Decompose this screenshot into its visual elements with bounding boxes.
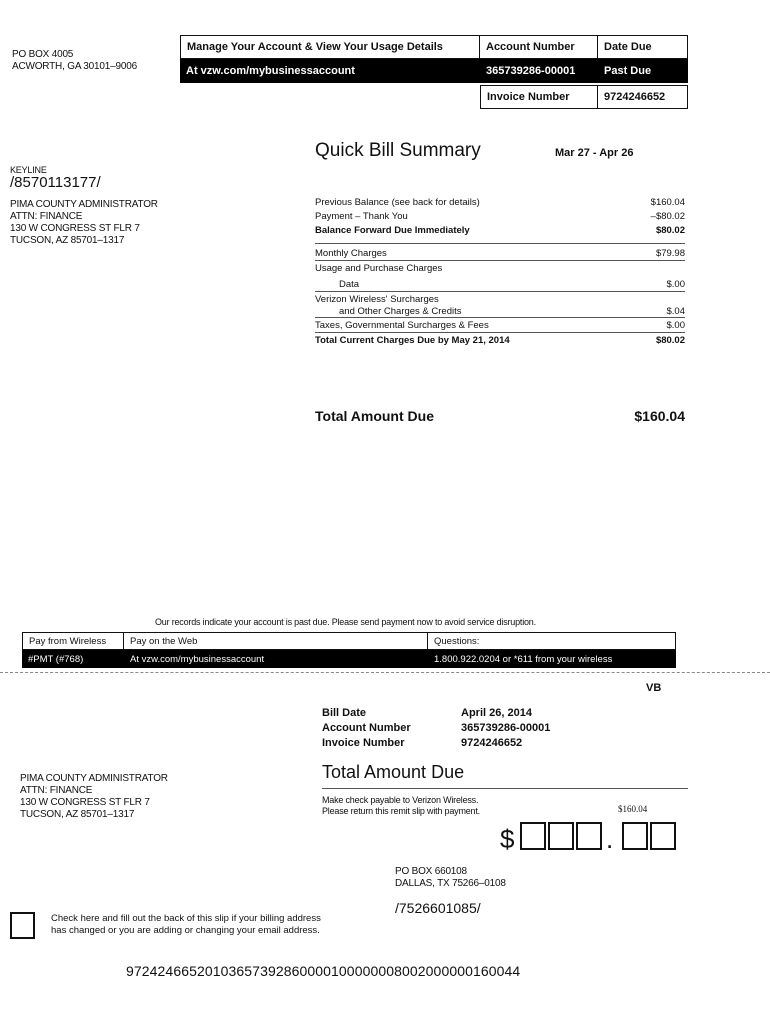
decimal-point: . <box>606 824 614 854</box>
checkbox-text-line2: has changed or you are adding or changing your email address. <box>51 925 320 936</box>
invoice-number-label: Invoice Number <box>480 85 598 109</box>
return-address <box>12 49 137 73</box>
recipient-address <box>10 199 158 247</box>
instruction-line2: Please return this remit slip with payment. <box>322 806 480 816</box>
divider <box>322 788 688 789</box>
scanline: 97242466520103657392860000100000008002000000160044 <box>126 963 521 979</box>
manage-url[interactable]: At vzw.com/mybusinessaccount <box>180 59 480 83</box>
recipient-line3: 130 W CONGRESS ST FLR 7 <box>10 223 140 234</box>
questions-label: Questions: <box>428 632 676 650</box>
account-number: 365739286-00001 <box>480 59 598 83</box>
slip-code: VB <box>646 682 662 694</box>
recipient-line4: TUCSON, AZ 85701–1317 <box>10 235 125 246</box>
slip-amount: $160.04 <box>618 804 648 814</box>
amount-digit-box[interactable] <box>548 822 574 850</box>
recipient-line2: ATTN: FINANCE <box>10 211 83 222</box>
summary-title: Quick Bill Summary <box>315 140 481 161</box>
amount-digit-box[interactable] <box>576 822 602 850</box>
amount-cents-box[interactable] <box>650 822 676 850</box>
pay-web-value[interactable]: At vzw.com/mybusinessaccount <box>124 650 428 668</box>
pay-web-label: Pay on the Web <box>124 632 428 650</box>
remit-keyline: /7526601085/ <box>395 900 481 916</box>
account-header <box>180 35 688 109</box>
pay-wireless-value: #PMT (#768) <box>22 650 124 668</box>
invoice-number: 9724246652 <box>598 85 688 109</box>
return-address-line2: ACWORTH, GA 30101–9006 <box>12 61 137 72</box>
slip-invoice-number-label: Invoice Number <box>322 737 405 749</box>
recipient-line4: TUCSON, AZ 85701–1317 <box>20 809 135 820</box>
slip-account-number: 365739286-00001 <box>461 722 551 734</box>
slip-account-number-label: Account Number <box>322 722 411 734</box>
recipient-line2: ATTN: FINANCE <box>20 785 93 796</box>
slip-values <box>461 706 550 751</box>
summary-row: Balance Forward Due Immediately $80.02 <box>315 224 685 236</box>
summary-period: Mar 27 - Apr 26 <box>555 147 634 159</box>
summary-row: Usage and Purchase Charges <box>315 262 443 274</box>
keyline-label: KEYLINE <box>10 165 47 175</box>
summary-row: Taxes, Governmental Surcharges & Fees $.00 <box>315 319 685 331</box>
summary-row: Total Current Charges Due by May 21, 2014 $80.02 <box>315 334 685 346</box>
manage-label: Manage Your Account & View Your Usage Details <box>180 35 480 59</box>
recipient-line1: PIMA COUNTY ADMINISTRATOR <box>20 773 168 784</box>
divider <box>315 243 685 244</box>
remit-line1: PO BOX 660108 <box>395 866 467 877</box>
account-number-label: Account Number <box>480 35 598 59</box>
slip-invoice-number: 9724246652 <box>461 737 523 749</box>
divider <box>315 291 685 292</box>
summary-row: Monthly Charges $79.98 <box>315 247 685 259</box>
date-due: Past Due <box>598 59 688 83</box>
payment-options <box>22 632 676 668</box>
address-change-checkbox[interactable] <box>10 912 35 939</box>
slip-labels <box>322 706 411 751</box>
payment-instructions <box>322 795 480 817</box>
summary-row: Previous Balance (see back for details) $160.04 <box>315 196 685 208</box>
summary-row: Data $.00 <box>339 278 685 290</box>
instruction-line1: Make check payable to Verizon Wireless. <box>322 795 479 805</box>
remit-address <box>395 866 506 890</box>
recipient-line1: PIMA COUNTY ADMINISTRATOR <box>10 199 158 210</box>
bill-date-label: Bill Date <box>322 707 367 719</box>
amount-digit-box[interactable] <box>520 822 546 850</box>
summary-row: Payment – Thank You –$80.02 <box>315 210 685 222</box>
bill-date: April 26, 2014 <box>461 707 532 719</box>
recipient-line3: 130 W CONGRESS ST FLR 7 <box>20 797 150 808</box>
keyline-value: /8570113177/ <box>10 174 101 191</box>
checkbox-instructions <box>51 913 321 937</box>
summary-row: Verizon Wireless' Surcharges <box>315 293 439 305</box>
questions-phone[interactable]: 1.800.922.0204 or *611 from your wireless <box>428 650 676 668</box>
pay-wireless-label: Pay from Wireless <box>22 632 124 650</box>
dollar-sign: $ <box>500 824 515 854</box>
summary-row: and Other Charges & Credits $.04 <box>339 305 685 317</box>
date-due-label: Date Due <box>598 35 688 59</box>
slip-recipient-address <box>20 773 168 821</box>
total-amount-label: Total Amount Due <box>315 408 434 424</box>
return-address-line1: PO BOX 4005 <box>12 49 74 60</box>
amount-cents-box[interactable] <box>622 822 648 850</box>
total-amount: $160.04 <box>634 408 685 424</box>
summary-table <box>315 195 685 347</box>
slip-total-label: Total Amount Due <box>322 762 465 782</box>
remit-line2: DALLAS, TX 75266–0108 <box>395 878 506 889</box>
past-due-notice: Our records indicate your account is past due. Please send payment now to avoid service disruption. <box>155 617 536 627</box>
perforation-line <box>0 672 770 673</box>
checkbox-text-line1: Check here and fill out the back of this slip if your billing address <box>51 913 321 924</box>
